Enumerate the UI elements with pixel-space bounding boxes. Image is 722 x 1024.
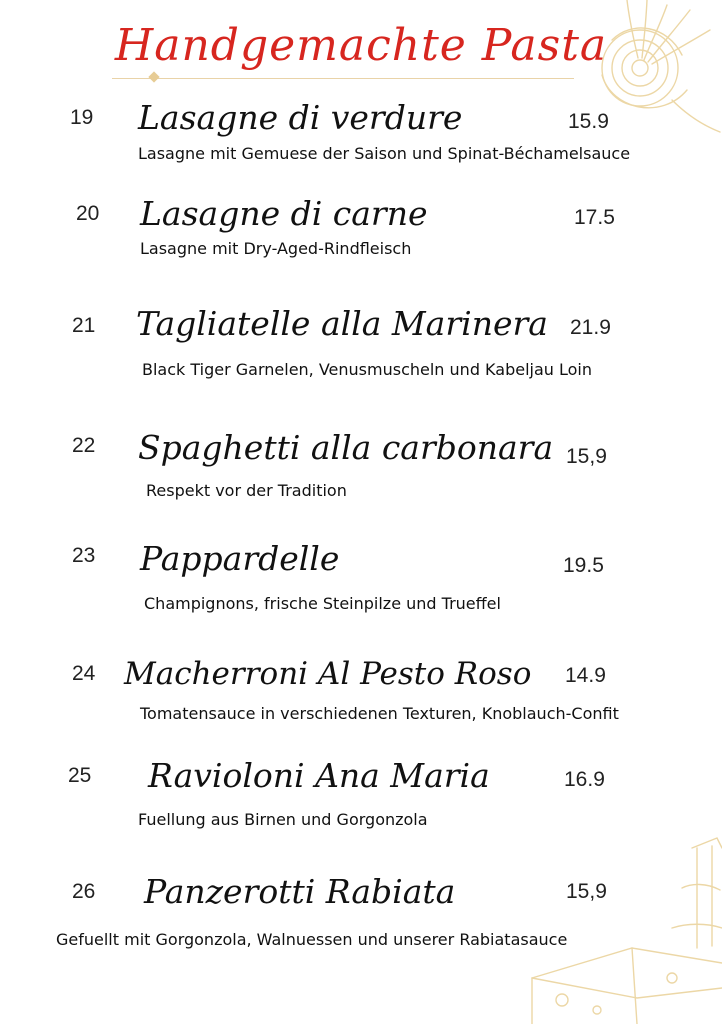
item-price: 19.5 — [563, 554, 604, 577]
item-number: 23 — [72, 544, 96, 567]
item-price: 16.9 — [564, 768, 605, 791]
item-name: Panzerotti Rabiata — [144, 872, 456, 911]
item-number: 26 — [72, 880, 96, 903]
item-number: 21 — [72, 314, 96, 337]
item-description: Respekt vor der Tradition — [146, 481, 347, 500]
item-name: Macherroni Al Pesto Roso — [124, 656, 532, 692]
item-description: Champignons, frische Steinpilze und Trueffel — [144, 594, 501, 613]
item-description: Black Tiger Garnelen, Venusmuscheln und Kabeljau Loin — [142, 360, 592, 379]
item-number: 20 — [76, 202, 100, 225]
item-number: 19 — [70, 106, 94, 129]
item-name: Tagliatelle alla Marinera — [136, 304, 548, 343]
item-price: 15.9 — [568, 110, 609, 133]
item-price: 17.5 — [574, 206, 615, 229]
item-name: Ravioloni Ana Maria — [148, 756, 490, 795]
item-price: 15,9 — [566, 880, 607, 903]
item-name: Spaghetti alla carbonara — [138, 428, 554, 467]
item-description: Gefuellt mit Gorgonzola, Walnuessen und unserer Rabiatasauce — [56, 930, 568, 949]
item-number: 22 — [72, 434, 96, 457]
item-description: Lasagne mit Gemuese der Saison und Spinat-Béchamelsauce — [138, 144, 631, 163]
menu-title: Handgemachte Pasta — [114, 20, 608, 71]
item-description: Fuellung aus Birnen und Gorgonzola — [138, 810, 428, 829]
item-name: Pappardelle — [140, 539, 340, 578]
item-price: 14.9 — [565, 664, 606, 687]
item-price: 21.9 — [570, 316, 611, 339]
item-description: Lasagne mit Dry-Aged-Rindfleisch — [140, 239, 412, 258]
item-number: 25 — [68, 764, 92, 787]
item-description: Tomatensauce in verschiedenen Texturen, Knoblauch-Confit — [140, 704, 619, 723]
cheese-sketch-icon — [522, 828, 722, 1024]
title-divider — [112, 78, 574, 79]
item-name: Lasagne di carne — [140, 194, 428, 233]
item-price: 15,9 — [566, 445, 607, 468]
item-name: Lasagne di verdure — [138, 98, 463, 137]
item-number: 24 — [72, 662, 96, 685]
